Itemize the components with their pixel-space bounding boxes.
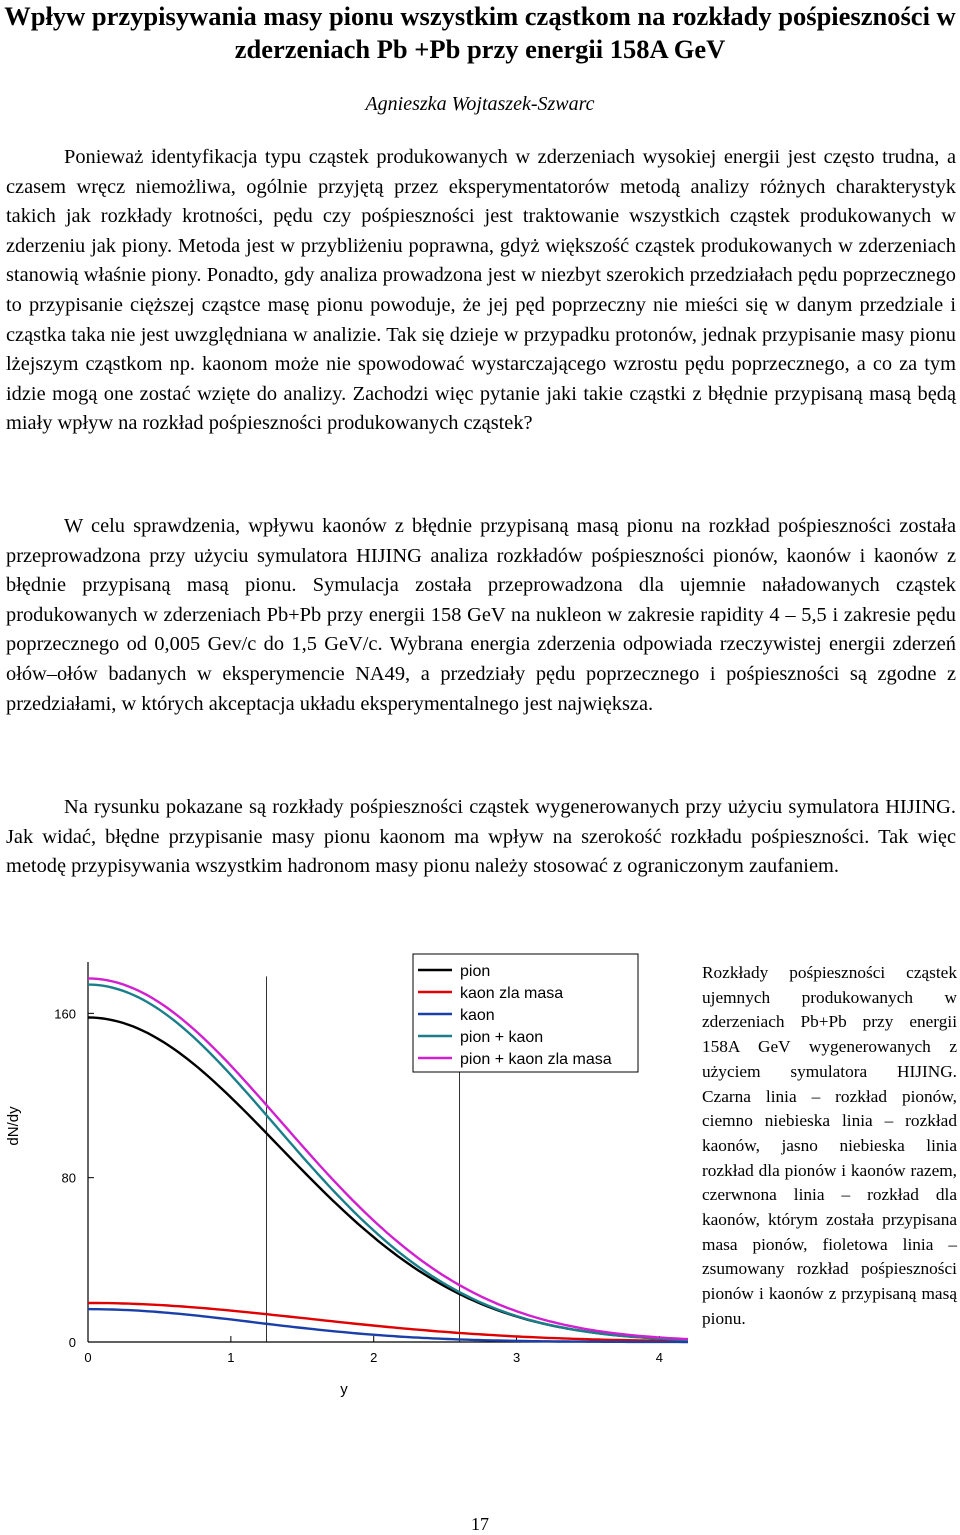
paragraph-text: Ponieważ identyfikacja typu cząstek produkowanych w zderzeniach wysokiej energii jest często trudna, a czasem wręcz niemożliwa, ogólnie przyjętą przez eksperymentatorów metodą analizy różnych charakterystyk takich jak rozkłady krotności, pędu czy pośpieszności jest traktowanie wszystkich cząstek produkowanych w zderzeniu jak piony. Metoda jest w przybliżeniu poprawna, gdyż większość cząstek produkowanych w zderzeniach stanowią właśnie piony. Ponadto, gdy analiza prowadzona jest w niezbyt szerokich przedziałach pędu poprzecznego to przypisanie cięższej cząstce masę pionu powoduje, że jej pęd poprzeczny nie mieści się w danym przedziale i cząstka taka nie jest uwzględniana w analizie. Tak się dzieje w przypadku protonów, jednak przypisanie masy pionu lżejszym cząstkom np. kaonom może nie spowodować wystarczającego wzrostu pędu poprzecznego, a co za tym idzie mogą one zostać wzięte do analizy. Zachodzi więc pytanie jaki takie cząstki z błędnie przypisaną masą będą miały wpływ na rozkład pośpieszności produkowanych cząstek? (6, 146, 956, 435)
figure-caption: Rozkłady pośpieszności cząstek ujemnych produkowanych w zderzeniach Pb+Pb przy energii 158A GeV wygenerowanych z użyciem symulatora HIJING. Czarna linia – rozkład pionów, ciemno niebieska linia – rozkład kaonów, jasno niebieska linia rozkład dla pionów i kaonów razem, czerwnona linia – rozkład dla kaonów, którym została przypisana masa pionów, fioletowa linia – zsumowany rozkład pośpieszności pionów i kaonów z przypisaną masą pionu. (702, 963, 957, 1328)
paragraph-3 (6, 793, 956, 882)
x-tick-label: 2 (370, 1350, 378, 1365)
x-tick-label: 0 (84, 1350, 92, 1365)
paragraph-text: W celu sprawdzenia, wpływu kaonów z błędnie przypisaną masą pionu na rozkład pośpieszności została przeprowadzona przy użyciu symulatora HIJING analiza rozkładów pośpieszności pionów, kaonów i kaonów z błędnie przypisaną masą pionu. Symulacja została przeprowadzona dla ujemnie naładowanych cząstek produkowanych w zderzeniach Pb+Pb przy energii 158 GeV na nukleon w zakresie rapidity 4 – 5,5 i zakresie pędu poprzecznego od 0,005 Gev/c do 1,5 GeV/c. Wybrana energia zderzenia odpowiada rzeczywistej energii zderzeń ołów–ołów badanych w eksperymencie NA49, a przedziały pędu poprzecznego i pośpieszności są zgodne z przedziałami, w których akceptacja układu eksperymentalnego jest największa. (6, 515, 956, 715)
legend-label: kaon zla masa (460, 985, 564, 1002)
legend-label: pion (460, 963, 491, 980)
legend-label: pion + kaon zla masa (460, 1051, 612, 1068)
paragraph-text: Na rysunku pokazane są rozkłady pośpieszności cząstek wygenerowanych przy użyciu symulatora HIJING. Jak widać, błędne przypisanie masy pionu kaonom ma wpływ na szerokość rozkładu pośpieszności. Tak więc metodę przypisywania wszystkim hadronom masy pionu należy stosować z ograniczonym zaufaniem. (6, 796, 956, 878)
x-tick-label: 4 (655, 1350, 664, 1365)
paragraph-1 (6, 143, 956, 439)
x-axis-label: y (340, 1381, 348, 1398)
author: Agnieszka Wojtaszek-Szwarc (365, 93, 595, 115)
y-tick-label: 80 (61, 1170, 76, 1186)
chart-legend (413, 954, 638, 1072)
page-title: Wpływ przypisywania masy pionu wszystkim cząstkom na rozkłady pośpieszności w zderzeniach Pb +Pb przy energii 158A GeV (4, 1, 956, 64)
legend-label: kaon (460, 1007, 495, 1024)
y-tick-label: 0 (68, 1335, 76, 1350)
rapidity-chart (0, 950, 690, 1400)
y-axis-label: dN/dy (5, 1106, 22, 1146)
paragraph-2 (6, 512, 956, 719)
x-tick-label: 1 (227, 1350, 235, 1365)
y-tick-label: 160 (54, 1006, 76, 1022)
x-tick-label: 3 (512, 1350, 521, 1365)
page-number: 17 (471, 1514, 489, 1534)
series-line-kaon (88, 1309, 688, 1342)
legend-label: pion + kaon (460, 1029, 544, 1046)
